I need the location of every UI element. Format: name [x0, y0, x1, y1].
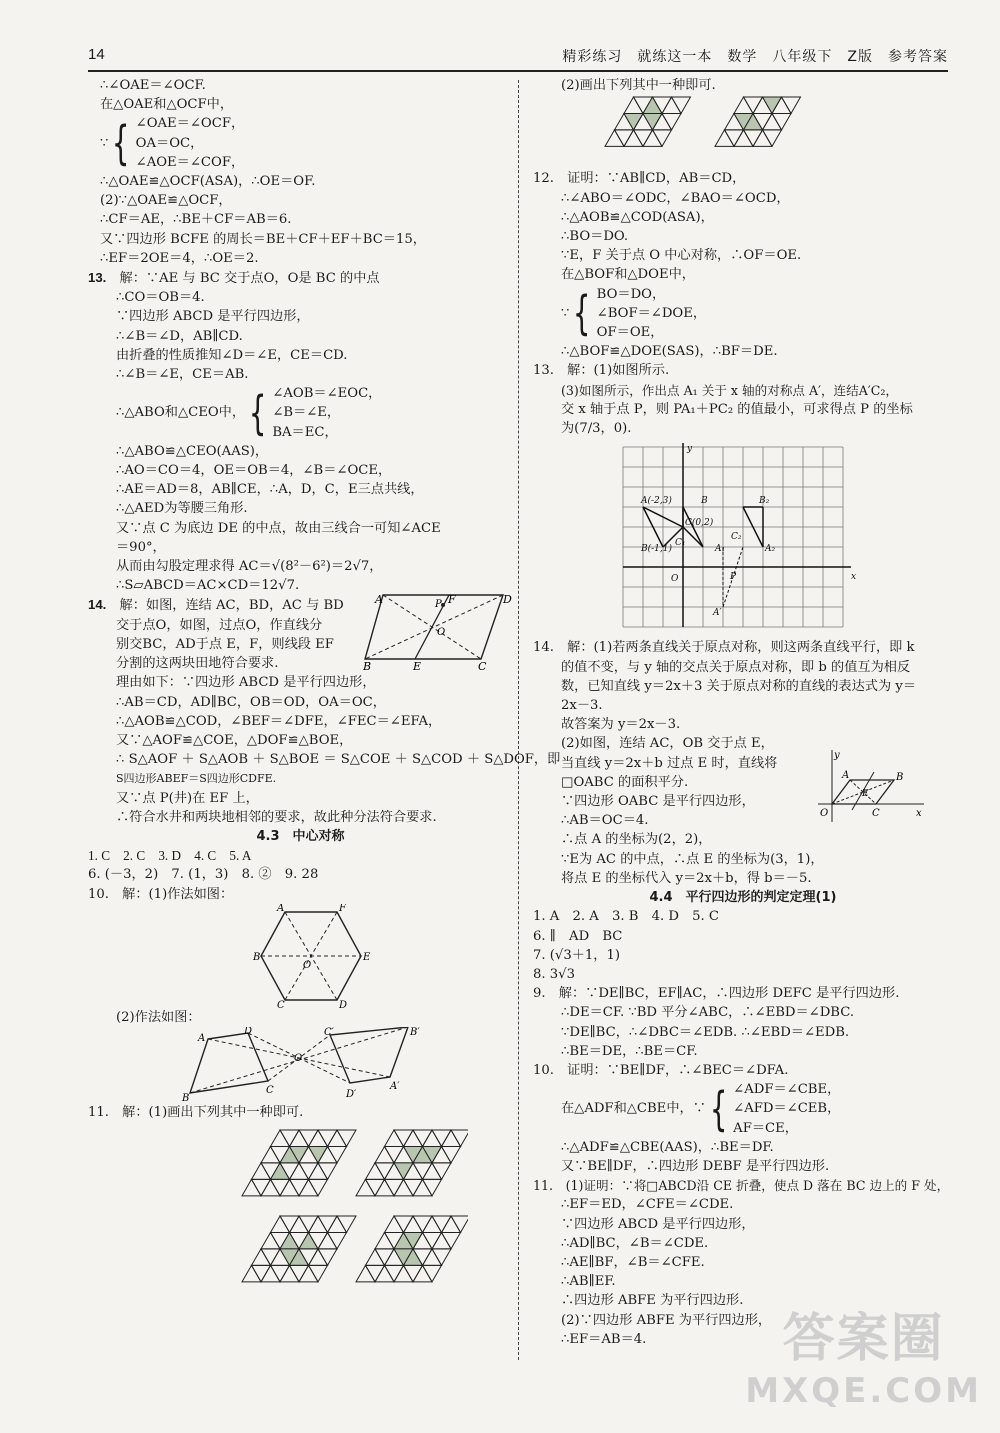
parallelogram-field-figure [363, 593, 513, 671]
grid-point-label: B(-1,1) [641, 544, 672, 555]
text-line: ∴EF＝ED，∠CFE＝∠CDE. [561, 1197, 734, 1213]
triangle-grid-answers-2 [603, 95, 843, 163]
lattice-triangle [375, 1266, 394, 1282]
text-line: ∴四边形 ABFE 为平行四边形. [561, 1293, 744, 1309]
grid-point-label: C₁ [675, 538, 686, 549]
text-line: 又∵BE∥DF，∴四边形 DEBF 是平行四边形. [561, 1158, 830, 1174]
text-line: ∴△BOF≌△DOE(SAS)，∴BF＝DE. [561, 344, 778, 360]
lattice-triangle [366, 1266, 385, 1282]
text-line: ∠ADF＝∠CBE， [733, 1082, 841, 1098]
text-line: 在△OAE和△OCF中， [100, 97, 234, 113]
text-line: ∴CF＝AE，∴BE＋CF＝AB＝6. [100, 212, 292, 228]
grid-point-label: C₂ [731, 532, 742, 543]
watermark-url: MXQE.COM [745, 1371, 982, 1411]
answer-line: 6. ∥ AD BC [533, 928, 623, 944]
column-divider [518, 80, 519, 1360]
text-line: 10. 证明：∵BE∥DF，∴∠BEC＝∠DFA. [533, 1062, 789, 1078]
lattice-triangle [725, 130, 744, 146]
text-line: ∴AO＝CO＝4，OE＝OB＝4，∠B＝∠OCE， [116, 463, 392, 479]
lattice-triangle [328, 1233, 347, 1249]
text-line: ∴AB＝CD，AD∥BC，OB＝OD，OA＝OC， [116, 694, 386, 710]
lattice-triangle [366, 1180, 385, 1196]
lattice-triangle [299, 1233, 318, 1249]
triangle-grid-set [238, 1128, 513, 1304]
lattice-triangle [413, 1266, 432, 1282]
text-line: (2)如图，连结 AC，OB 交于点 E， [561, 736, 774, 752]
lattice-triangle [375, 1180, 394, 1196]
lattice-triangle [615, 130, 634, 146]
text-line: ∵E为 AC 的中点，∴点 E 的坐标为(3，1)， [561, 851, 824, 867]
lattice-triangle [280, 1216, 299, 1232]
lattice-triangle [624, 97, 643, 113]
coordinate-grid-figure [618, 442, 858, 632]
question-number: 14. [88, 597, 107, 613]
lattice-triangle [643, 114, 662, 130]
lattice-triangle [375, 1233, 394, 1249]
text-line: 9. 解：∵DE∥BC，EF∥AC，∴四边形 DEFC 是平行四边形. [533, 986, 900, 1002]
text-line: 2x－3. [561, 698, 603, 714]
text-line: ∴EF＝2OE＝4，∴OE＝2. [100, 250, 259, 266]
text-line: 当直线 y＝2x＋b 过点 E 时，直线将 [561, 755, 778, 771]
lattice-triangle [734, 130, 753, 146]
grid-point-label: x [851, 572, 857, 583]
text-line: 又∵四边形 BCFE 的周长＝BE＋CF＋EF＋BC＝15， [100, 231, 426, 247]
text-line: ∠OAE＝∠OCF， [135, 116, 245, 132]
lattice-triangle [252, 1249, 271, 1265]
lattice-triangle [763, 130, 782, 146]
lattice-triangle [318, 1163, 337, 1179]
text-line: 解：∵AE 与 BC 交于点O，O是 BC 的中点 [119, 271, 380, 287]
lattice-triangle [423, 1216, 442, 1232]
svg-text:O: O [294, 1052, 303, 1064]
question-number: 13. [88, 270, 107, 286]
svg-text:D: D [339, 999, 348, 1008]
lattice-triangle [662, 114, 681, 130]
text-line: 的值不变，与 y 轴的交点关于原点对称，即 b 的值互为相反 [561, 659, 911, 675]
lattice-triangle [423, 1266, 442, 1282]
lattice-triangle [375, 1147, 394, 1163]
section-title: 4.4 平行四边形的判定定理(1) [649, 890, 837, 906]
page-number: 14 [88, 46, 105, 63]
text-line: ∵E，F 关于点 O 中心对称，∴OF＝OE. [561, 248, 802, 264]
text-line: 14. 解：(1)若两条直线关于原点对称，则这两条直线平行，即 k [533, 640, 915, 656]
text-line: ∴△ADF≌△CBE(AAS)，∴BE＝DF. [561, 1139, 774, 1155]
condition-brace: ∵ { ∠OAE＝∠OCF， OA＝OC， ∠AOE＝∠COF， [100, 116, 245, 171]
text-line: 故答案为 y＝2x－3. [561, 717, 681, 733]
text-line: 又∵点 C 为底边 DE 的中点，故由三线合一可知∠ACE [116, 520, 441, 536]
text-line: 由折叠的性质推知∠D＝∠E，CE＝CD. [116, 347, 348, 363]
lattice-triangle [605, 130, 624, 146]
lattice-triangle [432, 1233, 451, 1249]
lattice-triangle [271, 1216, 290, 1232]
svg-text:D′: D′ [346, 1088, 357, 1100]
svg-text:y: y [834, 749, 840, 761]
svg-text:B: B [363, 660, 372, 672]
lattice-triangle [385, 1266, 404, 1282]
lattice-triangle [404, 1216, 423, 1232]
lattice-triangle [309, 1249, 328, 1265]
text-line: ∴AE∥BF，∠B＝∠CFE. [561, 1254, 705, 1270]
lattice-triangle [634, 130, 653, 146]
text-line: 为(7/3，0). [561, 421, 632, 437]
lattice-triangle [261, 1147, 280, 1163]
svg-text:E: E [363, 951, 371, 963]
lattice-triangle [394, 1180, 413, 1196]
lattice-triangle [643, 130, 662, 146]
text-line: (3)如图所示，作出点 A₁ 关于 x 轴的对称点 A′，连结A′C₂， [561, 382, 898, 398]
svg-text:B′: B′ [410, 1026, 420, 1038]
text-line: ＝90°， [116, 539, 166, 555]
lattice-triangle [309, 1163, 328, 1179]
text-line: 11. 解：(1)画出下列其中一种即可. [88, 1104, 304, 1120]
lattice-triangle [442, 1233, 461, 1249]
lattice-triangle [280, 1266, 299, 1282]
lattice-triangle [261, 1180, 280, 1196]
text-line: ∴AB∥EF. [561, 1274, 616, 1290]
lattice-triangle [394, 1266, 413, 1282]
lattice-triangle [299, 1180, 318, 1196]
text-line: S四边形ABEF＝S四边形CDFE. [116, 772, 277, 786]
text-line: ∴△ABO和△CEO中， [116, 405, 246, 421]
text-line: ∴∠ABO＝∠ODC，∠BAO＝∠OCD， [561, 190, 790, 206]
text-line: ∠AFD＝∠CEB， [733, 1101, 841, 1117]
grid-point-label: C(0,2) [685, 518, 714, 529]
lattice-triangle [715, 130, 734, 146]
grid-point-label: y [687, 444, 693, 455]
lattice-triangle [366, 1249, 385, 1265]
text-line: 13. 解：(1)如图所示. [533, 363, 670, 379]
lattice-triangle [290, 1180, 309, 1196]
text-line: 将点 E 的坐标代入 y＝2x＋b，得 b＝－5. [561, 870, 812, 886]
text-line: ∴BO＝DO. [561, 229, 629, 245]
condition-brace: ∴△ABO和△CEO中， { ∠AOB＝∠EOC， ∠B＝∠E， BA＝EC， [116, 386, 382, 441]
text-line: 分割的这两块田地符合要求. [116, 656, 279, 672]
text-line: ∵四边形 ABCD 是平行四边形， [116, 309, 310, 325]
text-line: (2)作法如图： [116, 1009, 201, 1025]
lattice-triangle [252, 1180, 271, 1196]
lattice-triangle [252, 1266, 271, 1282]
svg-text:A: A [198, 1032, 206, 1044]
grid-point-label: B [701, 496, 708, 507]
svg-text:O: O [303, 959, 312, 971]
lattice-triangle [242, 1266, 261, 1282]
svg-text:A: A [842, 769, 850, 781]
lattice-triangle [385, 1147, 404, 1163]
text-line: 12. 证明：∵AB∥CD，AB＝CD， [533, 171, 746, 187]
grid-point-label: A′ [713, 608, 722, 619]
svg-text:A: A [375, 593, 383, 607]
header-title: 精彩练习 就练这一本 数学 八年级下 Z版 参考答案 [562, 49, 948, 65]
text-line: ∴AB＝OC＝4. [561, 813, 649, 829]
text-line: 在△BOF和△DOE中， [561, 267, 695, 283]
text-line: ∴S▱ABCD＝AC×CD＝12√7. [116, 578, 300, 594]
lattice-triangle [366, 1163, 385, 1179]
text-line: 解：如图，连结 AC，BD，AC 与 BD [119, 598, 344, 614]
svg-text:F: F [339, 903, 346, 914]
text-line: ∴∠OAE＝∠OCF. [100, 78, 206, 93]
lattice-triangle [772, 114, 791, 130]
lattice-triangle [309, 1216, 328, 1232]
lattice-triangle [242, 1180, 261, 1196]
lattice-triangle [375, 1163, 394, 1179]
lattice-triangle [271, 1266, 290, 1282]
text-line: ∴EF＝AB＝4. [561, 1331, 647, 1347]
lattice-triangle [385, 1130, 404, 1146]
lattice-triangle [643, 97, 662, 113]
condition-brace: ∵ { BO＝DO， ∠BOF＝∠DOE， OF＝OE， [561, 286, 707, 341]
lattice-triangle [451, 1130, 468, 1146]
lattice-triangle [290, 1130, 309, 1146]
grid-point-label: A(-2,3) [641, 496, 672, 507]
lattice-triangle [318, 1130, 337, 1146]
text-line: ∴CO＝OB＝4. [116, 290, 205, 306]
svg-text:B: B [182, 1092, 190, 1103]
svg-text:D: D [503, 593, 512, 607]
lattice-triangle [734, 97, 753, 113]
text-line: 数，已知直线 y＝2x＋3 关于原点对称的直线的表达式为 y＝ [561, 678, 917, 694]
lattice-triangle [423, 1180, 442, 1196]
lattice-triangle [413, 1180, 432, 1196]
answer-line: 1. A 2. A 3. B 4. D 5. C [533, 909, 720, 925]
lattice-triangle [624, 114, 643, 130]
text-line: ∵四边形 OABC 是平行四边形， [561, 794, 755, 810]
lattice-triangle [252, 1163, 271, 1179]
svg-text:x: x [916, 807, 922, 819]
text-line: ∴△AOB≌△COD(ASA)， [561, 209, 714, 225]
lattice-triangle [280, 1130, 299, 1146]
hexagon-figure [253, 904, 373, 1008]
answer-line: 1. C 2. C 3. D 4. C 5. A [88, 848, 252, 864]
lattice-triangle [337, 1216, 356, 1232]
svg-text:C: C [478, 660, 487, 672]
text-line: 又∵点 P(井)在 EF 上， [116, 790, 259, 806]
watermark-logo-text: 答案圈 [782, 1309, 945, 1369]
grid-point-label: P [730, 572, 737, 583]
lattice-triangle [672, 97, 691, 113]
lattice-triangle [413, 1163, 432, 1179]
text-line: BO＝DO， [596, 286, 666, 302]
grid-point-label: A₂ [765, 544, 776, 555]
text-line: ∠B＝∠E， [272, 405, 341, 421]
lattice-triangle [261, 1233, 280, 1249]
text-line: ∴ S△AOF ＋ S△AOB ＋ S△BOE ＝ S△COE ＋ S△COD ＋ S△DOF，即 [116, 752, 561, 768]
lattice-triangle [299, 1266, 318, 1282]
svg-text:O: O [820, 807, 829, 819]
lattice-triangle [624, 130, 643, 146]
text-line: ∵四边形 ABCD 是平行四边形， [561, 1216, 755, 1232]
lattice-triangle [763, 97, 782, 113]
text-line: BA＝EC， [272, 424, 338, 440]
lattice-triangle [261, 1266, 280, 1282]
text-line: ∠AOE＝∠COF， [135, 154, 245, 170]
svg-text:D: D [244, 1026, 253, 1037]
lattice-triangle [432, 1163, 451, 1179]
svg-text:A: A [277, 903, 285, 914]
lattice-triangle [280, 1180, 299, 1196]
answer-line: 8. 3√3 [533, 966, 575, 982]
lattice-triangle [394, 1216, 413, 1232]
lattice-triangle [290, 1266, 309, 1282]
text-line: (2)画出下列其中一种即可. [561, 78, 716, 93]
text-line: ∴∠B＝∠D，AB∥CD. [116, 328, 243, 344]
lattice-triangle [271, 1130, 290, 1146]
svg-text:F: F [448, 593, 456, 607]
text-line: 在△ADF和△CBE中，∵ [561, 1101, 706, 1117]
lattice-triangle [356, 1266, 375, 1282]
lattice-triangle [442, 1216, 461, 1232]
lattice-triangle [356, 1180, 375, 1196]
lattice-triangle [337, 1130, 356, 1146]
text-line: ∴AD∥BC，∠B＝∠CDE. [561, 1235, 709, 1251]
svg-text:E: E [413, 660, 422, 672]
text-line: 交 x 轴于点 P，则 PA₁＋PC₂ 的值最小，可求得点 P 的坐标 [561, 401, 913, 417]
text-line: 11. (1)证明：∵将□ABCD沿 CE 折叠，使点 D 落在 BC 边上的 F 处， [533, 1178, 950, 1194]
svg-text:P: P [435, 599, 442, 611]
lattice-triangle [432, 1130, 451, 1146]
lattice-triangle [394, 1163, 413, 1179]
answer-line: 6. (－3，2) 7. (1，3) 8. ② 9. 28 [88, 867, 319, 883]
text-line: ∠AOB＝∠EOC， [272, 386, 382, 402]
oabc-figure [818, 750, 928, 826]
svg-text:O: O [437, 627, 446, 639]
text-line: (2)∵△OAE≌△OCF， [100, 193, 232, 209]
lattice-triangle [763, 114, 782, 130]
lattice-triangle [432, 1249, 451, 1265]
text-line: ∴DE＝CF. ∵BD 平分∠ABC，∴∠EBD＝∠DBC. [561, 1005, 855, 1021]
condition-brace: 在△ADF和△CBE中，∵ { ∠ADF＝∠CBE， ∠AFD＝∠CEB， AF＝CE， [561, 1081, 841, 1136]
lattice-triangle [404, 1266, 423, 1282]
lattice-triangle [423, 1163, 442, 1179]
lattice-triangle [404, 1130, 423, 1146]
svg-text:C: C [872, 807, 880, 819]
lattice-triangle [318, 1233, 337, 1249]
text-line: □OABC 的面积平分. [561, 774, 689, 790]
text-line: 10. 解：(1)作法如图： [88, 886, 234, 902]
lattice-triangle [290, 1216, 309, 1232]
text-line: ∴符合水井和两块地相邻的要求，故此种分法符合要求. [116, 809, 437, 825]
text-line: 又∵△AOF≌△COE，△DOF≌△BOE， [116, 732, 353, 748]
lattice-triangle [309, 1147, 328, 1163]
lattice-triangle [423, 1130, 442, 1146]
lattice-triangle [653, 130, 672, 146]
text-line: ∴△OAE≌△OCF(ASA)，∴OE＝OF. [100, 174, 316, 190]
lattice-triangle [271, 1163, 290, 1179]
lattice-triangle [299, 1216, 318, 1232]
lattice-triangle [413, 1216, 432, 1232]
grid-point-label: O [671, 574, 679, 585]
lattice-triangle [328, 1147, 347, 1163]
text-line: (2)∵四边形 ABFE 为平行四边形， [561, 1312, 772, 1328]
lattice-triangle [744, 97, 763, 113]
lattice-triangle [309, 1180, 328, 1196]
central-symmetry-figure [178, 1027, 428, 1103]
text-line: OF＝OE， [596, 325, 664, 341]
lattice-triangle [299, 1163, 318, 1179]
lattice-triangle [309, 1266, 328, 1282]
lattice-triangle [261, 1249, 280, 1265]
text-line: 交于点O，如图，过点O，作直线分 [116, 617, 323, 633]
svg-text:C′: C′ [324, 1026, 334, 1038]
svg-text:B: B [253, 951, 261, 963]
text-line: 从而由勾股定理求得 AC＝√(8²－6²)＝2√7， [116, 559, 383, 575]
lattice-triangle [432, 1216, 451, 1232]
text-line: 理由如下：∵四边形 ABCD 是平行四边形， [116, 675, 376, 691]
text-line: ∵DE∥BC，∴∠DBC＝∠EDB. ∴∠EBD＝∠EDB. [561, 1024, 850, 1040]
right-column [533, 76, 953, 1349]
text-line: 别交BC，AD于点 E，F，则线段 EF [116, 636, 334, 652]
lattice-triangle [404, 1180, 423, 1196]
svg-text:E: E [862, 788, 869, 799]
text-line: ∴∠B＝∠E，CE＝AB. [116, 367, 249, 383]
figure-edge [683, 527, 703, 547]
svg-text:C: C [266, 1084, 274, 1096]
text-line: ∴点 A 的坐标为(2，2)， [561, 832, 712, 848]
lattice-triangle [451, 1216, 468, 1232]
lattice-triangle [753, 130, 772, 146]
lattice-triangle [442, 1130, 461, 1146]
svg-text:C: C [277, 999, 285, 1008]
lattice-triangle [318, 1216, 337, 1232]
lattice-triangle [662, 97, 681, 113]
text-line: AF＝CE， [733, 1120, 798, 1136]
lattice-triangle [318, 1249, 337, 1265]
lattice-triangle [782, 97, 801, 113]
lattice-triangle [423, 1233, 442, 1249]
lattice-triangle [328, 1216, 347, 1232]
section-title: 4.3 中心对称 [256, 828, 345, 844]
lattice-triangle [744, 130, 763, 146]
lattice-triangle [328, 1130, 347, 1146]
triangle-grid-answers [238, 1128, 468, 1298]
text-line: ∴△ABO≌△CEO(AAS)， [116, 443, 269, 459]
text-line: ∴BE＝DE，∴BE＝CF. [561, 1043, 698, 1059]
lattice-triangle [299, 1130, 318, 1146]
lattice-triangle [290, 1163, 309, 1179]
lattice-triangle [280, 1233, 299, 1249]
lattice-triangle [413, 1130, 432, 1146]
page-header [88, 44, 948, 72]
lattice-triangle [375, 1249, 394, 1265]
lattice-triangle [394, 1130, 413, 1146]
lattice-triangle [385, 1180, 404, 1196]
text-line: ∴AE＝AD＝8，AB∥CE，∴A，D，C，E三点共线， [116, 482, 424, 498]
svg-text:A′: A′ [390, 1080, 400, 1092]
lattice-triangle [271, 1180, 290, 1196]
lattice-triangle [309, 1130, 328, 1146]
lattice-triangle [385, 1216, 404, 1232]
svg-text:B: B [896, 771, 904, 783]
lattice-triangle [442, 1147, 461, 1163]
lattice-triangle [423, 1249, 442, 1265]
text-line: ∴△AOB≌△COD，∠BEF＝∠DFE，∠FEC＝∠EFA， [116, 713, 442, 729]
text-line: ∠BOF＝∠DOE， [596, 305, 707, 321]
answer-line: 7. (√3＋1，1) [533, 947, 621, 963]
watermark [745, 1296, 982, 1411]
text-line: ∴△AED为等腰三角形. [116, 501, 248, 517]
text-line: OA＝OC， [135, 135, 204, 151]
grid-point-label: B₂ [759, 496, 770, 507]
grid-point-label: A₁ [715, 544, 726, 555]
